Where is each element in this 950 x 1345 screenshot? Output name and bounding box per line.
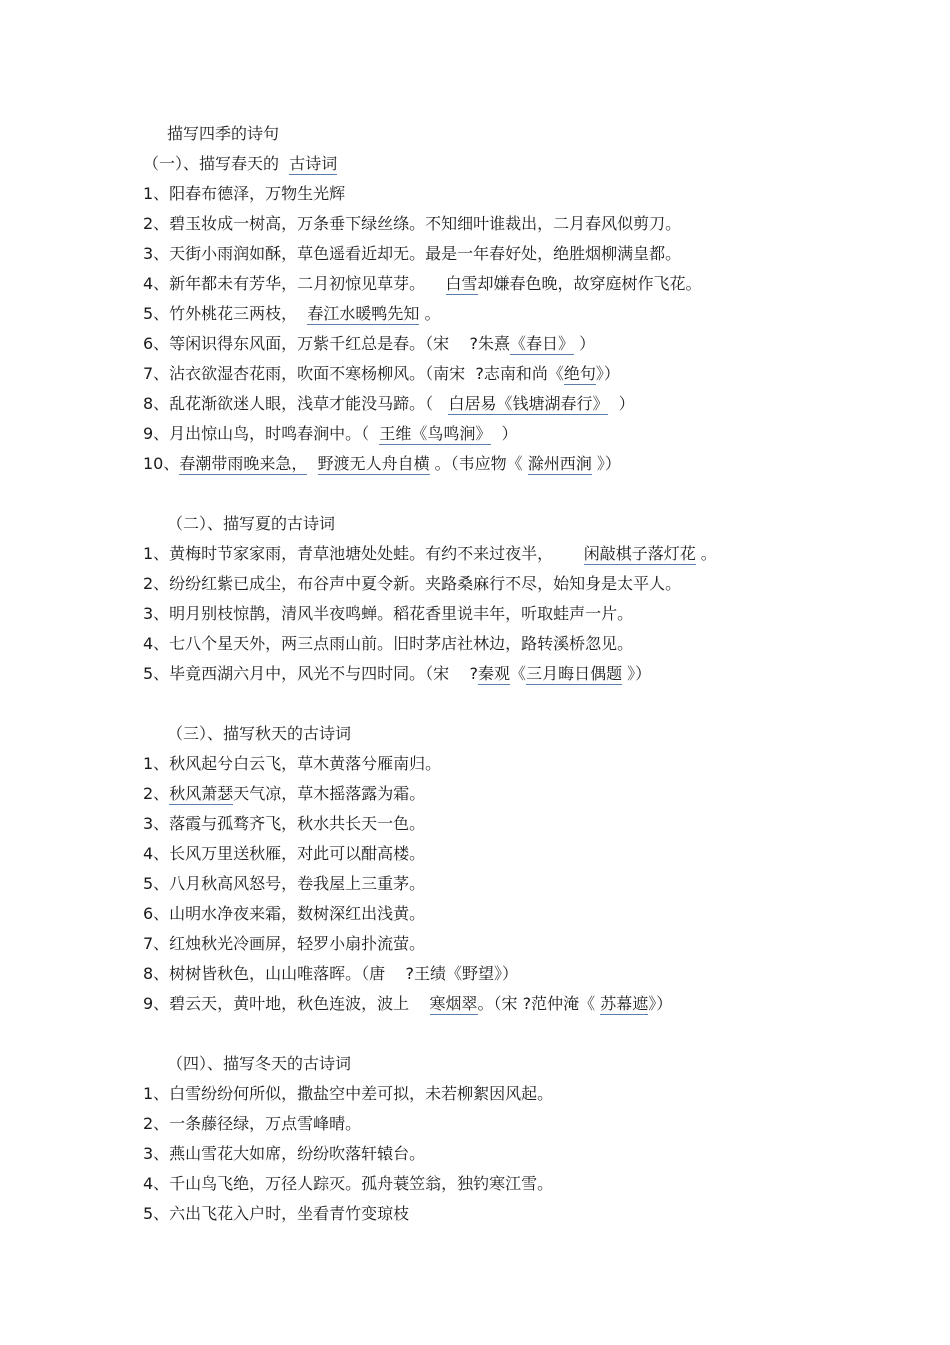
text-part: 10、 [143,454,180,473]
poem-line: 2、碧玉妆成一树高，万条垂下绿丝绦。不知细叶谁裁出，二月春风似剪刀。 [143,214,682,233]
underlined-text: 白雪 [445,274,478,293]
text-part: 却嫌春色晚，故穿庭树作飞花。 [477,274,702,293]
poem-line [143,993,672,1015]
text-part: 。（韦应物《 [429,454,528,473]
text-part: 《 [510,664,527,683]
poem-line: 4、长风万里送秋雁，对此可以酣高楼。 [143,844,426,863]
poem-line: 6、山明水净夜来霜，数树深红出浅黄。 [143,904,426,923]
poem-line [143,273,702,295]
underlined-text: 寒烟翠 [429,994,478,1013]
text-part: 4、新年都未有芳华，二月初惊见草芽。 [143,274,446,293]
text-part: 5、竹外桃花三两枝， [143,304,308,323]
poem-line: 4、七八个星天外，两三点雨山前。旧时茅店社林边，路转溪桥忽见。 [143,634,634,653]
text-part: 》） [591,454,621,473]
underlined-text: 《春日》 [510,334,575,353]
underlined-text: 春江水暖鸭先知 [307,304,420,323]
poem-line: 7、红烛秋光冷画屏，轻罗小扇扑流萤。 [143,934,426,953]
text-part: ） [608,394,635,413]
underlined-text: 绝句 [563,364,596,383]
underlined-text: 三月晦日偶题 [526,664,623,683]
section-heading-winter: （四）、描写冬天的古诗词 [167,1054,352,1073]
poem-line [143,423,518,445]
text-part: 》） [648,994,673,1013]
poem-line: 1、阳春布德泽，万物生光辉 [143,184,346,203]
underlined-text: 苏幕遮 [600,994,649,1013]
underlined-text: 野渡无人舟自横 [317,454,430,473]
poem-line: 3、天街小雨润如酥，草色遥看近却无。最是一年春好处，绝胜烟柳满皇都。 [143,244,682,263]
poem-line: 1、白雪纷纷何所似，撒盐空中差可拟，未若柳絮因风起。 [143,1084,554,1103]
underlined-text: 秋风萧瑟 [169,784,234,803]
poem-line: 2、纷纷红紫已成尘，布谷声中夏令新。夹路桑麻行不尽，始知身是太平人。 [143,574,682,593]
text-part [307,454,317,473]
poem-line: 8、树树皆秋色，山山唯落晖。（唐 ?王绩《野望》） [143,964,519,983]
text-part: 。（宋 ?范仲淹《 [477,994,601,1013]
text-part: 》） [595,364,620,383]
text-part: 》） [622,664,652,683]
poem-line [143,363,620,385]
poem-line [143,543,717,565]
poem-line: 4、千山鸟飞绝，万径人踪灭。孤舟蓑笠翁，独钓寒江雪。 [143,1174,554,1193]
text-part: 9、月出惊山鸟，时鸣春涧中。（ [143,424,380,443]
poem-line: 5、八月秋高风怒号，卷我屋上三重茅。 [143,874,426,893]
underlined-text: 闲敲棋子落灯花 [583,544,696,563]
poem-line: 5、六出飞花入户时，坐看青竹变琼枝 [143,1204,410,1223]
text-part: 。 [695,544,717,563]
poem-line [143,303,440,325]
underlined-text: 滁州西涧 [527,454,592,473]
poem-line [143,663,651,685]
poem-line: 3、落霞与孤骛齐飞，秋水共长天一色。 [143,814,426,833]
underlined-text: 王维《鸟鸣涧》 [379,424,492,443]
text-part: 9、碧云天，黄叶地，秋色连波，波上 [143,994,430,1013]
underlined-text: 春潮带雨晚来急， [179,454,308,473]
poem-line: 3、明月别枝惊鹊，清风半夜鸣蝉。稻花香里说丰年，听取蛙声一片。 [143,604,634,623]
text-part: 5、毕竟西湖六月中，风光不与四时同。（宋 ? [143,664,479,683]
text-part: ） [574,334,596,353]
underlined-text: 秦观 [478,664,511,683]
text-part: 7、沾衣欲湿杏花雨，吹面不寒杨柳风。（南宋 ?志南和尚《 [143,364,564,383]
heading-text: （一）、描写春天的 [143,154,290,173]
underlined-text: 古诗词 [289,154,338,173]
poem-line [143,333,595,355]
poem-line: 2、一条藤径绿，万点雪峰晴。 [143,1114,362,1133]
section-heading-autumn: （三）、描写秋天的古诗词 [167,724,352,743]
poem-line: 1、秋风起兮白云飞，草木黄落兮雁南归。 [143,754,442,773]
section-heading-spring [143,153,337,175]
poem-line: 3、燕山雪花大如席，纷纷吹落轩辕台。 [143,1144,426,1163]
document-title: 描写四季的诗句 [167,124,280,143]
section-heading-summer: （二）、描写夏的古诗词 [167,514,336,533]
text-part: ） [491,424,518,443]
poem-line [143,453,621,475]
underlined-text: 白居易《钱塘湖春行》 [448,394,609,413]
poem-line [143,393,635,415]
text-part: 1、黄梅时节家家雨，青草池塘处处蛙。有约不来过夜半， [143,544,584,563]
text-part: 6、等闲识得东风面，万紫千红总是春。（宋 ?朱熹 [143,334,511,353]
text-part: 天气凉，草木摇落露为霜。 [233,784,426,803]
poem-line [143,783,425,805]
text-part: 2、 [143,784,170,803]
text-part: 。 [419,304,441,323]
text-part: 8、乱花渐欲迷人眼，浅草才能没马蹄。（ [143,394,449,413]
